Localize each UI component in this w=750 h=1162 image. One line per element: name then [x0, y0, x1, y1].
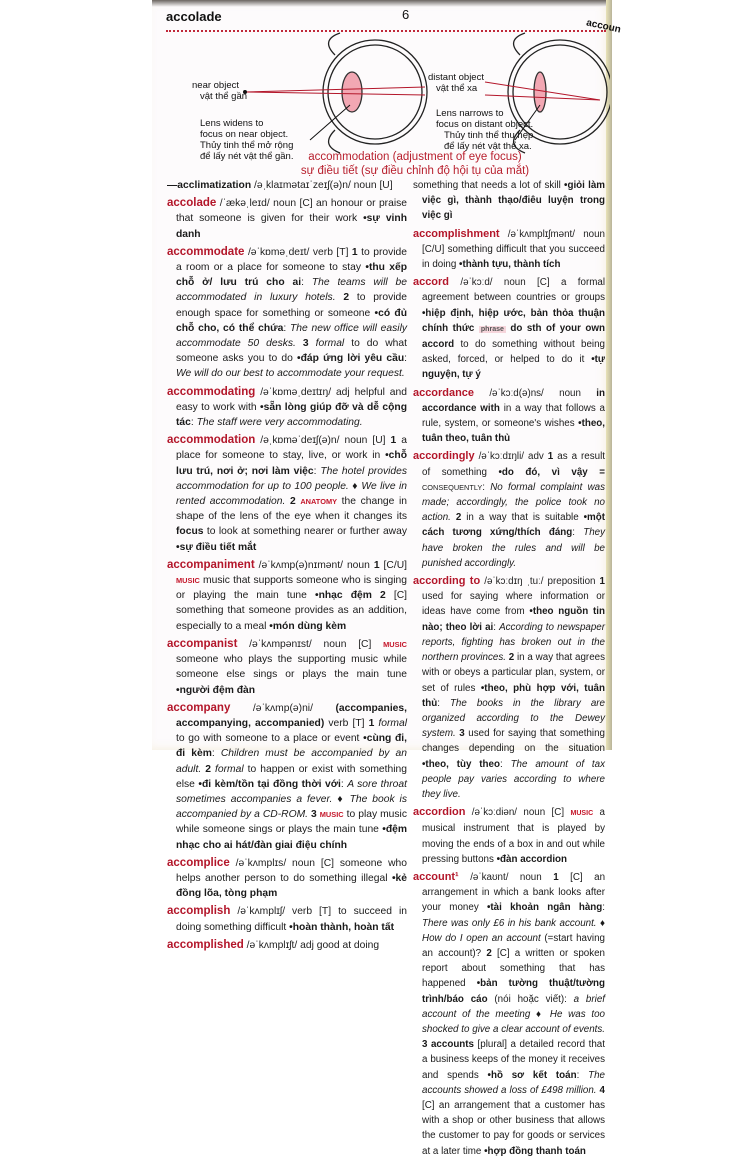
definition-text: an honour or praise that someone is given for their work	[176, 198, 407, 225]
definition-text: to go with someone to a place or event	[176, 733, 364, 745]
pronunciation: /əˈkɔːdɪŋ ˌtuː/ preposition	[480, 576, 600, 588]
vietnamese-translation: •một cách tương xứng/thích đáng	[422, 512, 606, 539]
vietnamese-translation: 1	[373, 559, 384, 571]
dictionary-entry	[413, 275, 605, 382]
vietnamese-translation: 1	[390, 435, 402, 447]
definition-text: :	[602, 902, 605, 914]
dictionary-entry	[413, 805, 605, 867]
vietnamese-translation: •đi kèm/tồn tại đồng thời với	[198, 778, 341, 790]
vietnamese-translation: •sự điều tiết mắt	[176, 541, 257, 553]
definition-text: :	[404, 353, 408, 365]
lens-widens-label: Lens widens to focus on near object. Thủy tinh thể mở rộng để lấy nét vật thể gần.	[200, 118, 294, 162]
headword: account¹	[413, 870, 459, 883]
definition-text: to do something without being asked, forced, or helped to do it	[422, 339, 605, 366]
guide-word-right: accoun	[585, 17, 622, 36]
definition-text: (=start having an account)?	[422, 932, 605, 959]
pointer-line	[310, 105, 350, 140]
synonym-label: CONSEQUENTLY	[422, 482, 483, 492]
dictionary-entry	[167, 558, 407, 634]
definition-text: verb [T]	[324, 717, 369, 729]
distant-object-label: distant object vật thể xa	[428, 72, 484, 94]
subject-label: MUSIC	[319, 810, 344, 820]
definition-text: :	[340, 778, 348, 790]
definition-text: used for saying that something changes depending on the situation	[422, 728, 605, 755]
definition-text: a formal agreement between countries or groups	[422, 277, 606, 304]
definition-text: the change in shape of the lens of the eye when it changes its	[176, 496, 408, 523]
headword: accolade	[167, 197, 217, 210]
headword: accomplishment	[413, 227, 500, 240]
pronunciation: /əˈkaʊnt/ noun	[458, 871, 554, 883]
pronunciation: /əˈkʌmplɪʃ/ verb [T]	[230, 906, 339, 918]
dictionary-entry	[167, 701, 407, 853]
example-text: No formal complaint was made; accordingly, the police took no action.	[422, 481, 605, 524]
headword: accomplice	[167, 856, 230, 869]
pronunciation: /əˈkɔːdiən/ noun [C]	[465, 807, 571, 819]
dictionary-entry	[413, 449, 605, 571]
page-shadow	[152, 0, 612, 7]
vietnamese-translation: •theo nguồn tin nào; theo lời ai	[422, 606, 605, 633]
definition-text: :	[499, 758, 511, 770]
vietnamese-translation: 2	[455, 512, 467, 524]
definition-text: [C] a written or spoken report about something that has happened	[422, 947, 606, 990]
definition-text: :	[493, 621, 500, 633]
example-text: The new office will easily accommodate 50 desks.	[176, 322, 408, 350]
subject-label: ANATOMY	[300, 497, 338, 507]
vietnamese-translation: 2	[486, 947, 498, 959]
headword: accommodate	[167, 245, 245, 258]
vietnamese-translation: 4	[599, 1084, 605, 1096]
vietnamese-translation: 2	[343, 292, 357, 304]
headword: accomplish	[167, 905, 231, 918]
definition-text: [C] something that someone provides as an addition, especially to a meal	[176, 590, 408, 632]
subject-label: MUSIC	[176, 576, 200, 586]
example-text: a brief account of the meeting ♦ He was too shocked to give a clear account of events.	[422, 993, 605, 1035]
headword: accompaniment	[167, 558, 255, 571]
vietnamese-translation: •có đủ chỗ cho, có thể chứa	[176, 307, 408, 334]
vietnamese-translation: 2	[289, 496, 301, 508]
example-text: Children must be accompanied by an adult.	[176, 748, 407, 775]
vietnamese-translation: 1	[599, 576, 605, 588]
vietnamese-translation: •đàn accordion	[496, 853, 568, 865]
vietnamese-translation: focus	[176, 526, 204, 538]
definition-text: [C/U]	[383, 559, 407, 571]
vietnamese-translation: •giỏi làm việc gì, thành thạo/điêu luyện trong việc gì	[422, 180, 605, 222]
definition-text: :	[301, 277, 312, 289]
near-object-label: near object vật thể gần	[192, 80, 248, 102]
headword: accompany	[167, 701, 231, 714]
vietnamese-translation: •hiệp định, hiệp ước, bản thỏa thuận chính thức	[422, 307, 605, 334]
dictionary-entry	[413, 386, 605, 447]
vietnamese-translation: 1	[553, 871, 571, 883]
definition-text: to succeed in doing something difficult	[176, 906, 407, 933]
definition-text: :	[572, 527, 584, 539]
definition-text: :	[283, 322, 290, 334]
definition-text: something that needs a lot of skill	[413, 180, 565, 191]
vietnamese-translation: 2	[205, 763, 216, 775]
example-text: formal	[315, 338, 352, 350]
example-text: We will do our best to accommodate your request.	[176, 368, 405, 380]
near-rays	[245, 87, 425, 95]
example-text: According to newspaper reports, fighting has broken out in the northern provinces.	[422, 621, 606, 664]
near-eye-illustration	[323, 33, 427, 153]
dictionary-entry	[167, 904, 407, 934]
dictionary-entry	[167, 245, 407, 382]
definition-text: something difficult that you succeed in doing	[422, 243, 605, 271]
pronunciation: /əˈkɔːd/ noun [C]	[448, 277, 561, 289]
vietnamese-translation: in accordance with	[422, 387, 605, 414]
definition-text: in a way that agrees with or obeys a particular plan, system, or set of rules	[422, 652, 605, 694]
vietnamese-translation: •người đệm đàn	[176, 684, 256, 696]
headword: accomplished	[167, 938, 244, 951]
definition-text: :	[313, 465, 321, 477]
headword: according to	[413, 575, 481, 588]
pronunciation: /ˈækəˌleɪd/ noun [C]	[216, 198, 317, 210]
definition-text: a musical instrument that is played by moving the ends of a box in and out while pressing buttons	[422, 807, 605, 865]
near-lens	[342, 72, 362, 112]
example-text: The teams will be accommodated in luxury hotels.	[176, 277, 407, 304]
definition-text: [C] an arrangement in which a bank looks after your money	[422, 871, 606, 914]
vietnamese-translation: •tài khoản ngân hàng	[486, 902, 603, 914]
distant-lens	[534, 72, 546, 112]
vietnamese-translation: 3	[311, 809, 320, 821]
vietnamese-translation: •chỗ lưu trú, nơi ở; nơi làm việc	[176, 450, 407, 477]
definition-text: :	[211, 748, 221, 760]
sub-headword: —acclimatization	[167, 180, 252, 191]
subject-label: MUSIC	[570, 810, 594, 818]
definition-text: helpful and easy to work with	[176, 386, 407, 413]
example-text: A sore throat sometimes accompanies a fever. ♦ The book is accompanied by a CD-ROM.	[176, 778, 407, 821]
headword: accordingly	[413, 450, 475, 463]
vietnamese-translation: •nhạc đệm 2	[314, 590, 394, 602]
pronunciation: /əˈkʌmpənɪst/ noun [C]	[237, 638, 384, 650]
pronunciation: /əˈkʌmplɪʃmənt/ noun [C/U]	[422, 228, 605, 255]
headword: accommodating	[167, 385, 256, 398]
dictionary-entry	[413, 574, 605, 802]
vietnamese-translation: •cùng đi, đi kèm	[176, 733, 408, 760]
vietnamese-translation: 3 accounts	[422, 1039, 474, 1051]
example-text: formal	[378, 717, 407, 729]
definition-text: used for saying where information or ideas have come from	[422, 591, 605, 618]
vietnamese-translation: •theo, phù hợp với, tuân thủ	[422, 682, 605, 709]
example-text: The staff were very accommodating.	[196, 417, 363, 429]
left-column	[167, 178, 407, 956]
definition-text: as a result of something	[422, 451, 606, 478]
definition-text: a place for someone to stay, live, or work in	[176, 435, 407, 462]
vietnamese-translation: •đệm nhạc cho ai hát/đàn giai điệu chính	[176, 824, 407, 851]
definition-text: good at doing	[316, 939, 380, 951]
example-text: The amount of tax people pay varies according to where they live.	[422, 758, 606, 800]
phrase-tag: phrase	[480, 325, 504, 333]
vietnamese-translation: •hoàn thành, hoàn tất	[289, 921, 395, 933]
definition-text: someone who helps another person to do something illegal	[176, 857, 407, 884]
pronunciation: /əˌklaɪmətaɪˈzeɪʃ(ə)n/ noun [U]	[251, 180, 393, 191]
vietnamese-translation: •đáp ứng lời yêu cầu	[297, 353, 405, 365]
dictionary-entry	[167, 637, 407, 698]
pronunciation: /əˈkʌmplɪs/ noun [C]	[229, 857, 340, 869]
pronunciation: /əˈkʌmp(ə)nɪmənt/ noun	[254, 559, 374, 571]
lens-narrows-label: Lens narrows to focus on distant object. Thủy tinh thể thu hẹp để lấy nét vật thể xa.	[436, 108, 534, 152]
pronunciation: /əˈkɒməˌdeɪtɪŋ/ adj	[255, 386, 355, 398]
definition-text: someone who plays the supporting music while someone else sings or plays the main tune	[176, 654, 407, 681]
example-text: They have broken the rules and will be punished accordingly.	[422, 527, 605, 569]
definition-text: [plural] a detailed record that a business keeps of the money it receives and spends	[422, 1039, 605, 1081]
vietnamese-translation: •theo, tùy theo	[422, 758, 500, 770]
headword: accompanist	[167, 637, 238, 650]
definition-text: to look at something nearer or further away	[203, 526, 407, 538]
definition-text: in a way that is suitable	[466, 512, 584, 524]
definition-text: :	[437, 697, 450, 709]
vietnamese-translation: •sẵn lòng giúp đỡ và dễ cộng tác	[176, 401, 407, 429]
headword: accordion	[413, 806, 466, 819]
vietnamese-translation: do sth of your own accord	[422, 322, 605, 351]
vietnamese-translation: •hợp đồng thanh toán	[484, 1145, 586, 1157]
pronunciation: /əˈkʌmp(ə)ni/	[230, 702, 336, 714]
dictionary-entry	[413, 178, 605, 224]
vietnamese-translation: 3	[302, 338, 316, 350]
vietnamese-translation: •tự nguyện, tự ý	[422, 354, 605, 381]
headword: accordance	[413, 386, 474, 399]
definition-text: :	[482, 481, 491, 493]
vietnamese-translation: 1	[351, 246, 362, 258]
definition-text: to do what someone asks you to do	[176, 338, 407, 365]
vietnamese-translation: •do đó, vì vậy =	[498, 466, 605, 478]
dictionary-entry	[167, 178, 407, 193]
vietnamese-translation: •hồ sơ kết toán	[487, 1069, 577, 1081]
example-text: The hotel provides accommodation for up to 100 people. ♦ We live in rented accommodation.	[176, 465, 407, 508]
vietnamese-translation: •theo, tuân theo, tuân thủ	[422, 418, 605, 445]
pronunciation: /əˈkɔːd(ə)ns/ noun	[473, 387, 597, 399]
subject-label: MUSIC	[383, 639, 407, 649]
definition-text: to provide a room or a place for someone to stay	[176, 246, 407, 274]
definition-text: [C] an arrangement that a customer has with a shop or other business that allows the customer to pay for goods or services at a later time	[422, 1099, 605, 1157]
definition-text: (nói hoặc viết):	[487, 993, 574, 1005]
pronunciation: /əˈkɔːdɪŋli/ adv	[474, 451, 548, 463]
figure-caption: accommodation (adjustment of eye focus)	[308, 151, 522, 163]
vietnamese-translation: •kẻ đồng lõa, tòng phạm	[176, 872, 407, 900]
vietnamese-translation: •bản tường thuật/tường trình/báo cáo	[422, 978, 605, 1005]
vietnamese-translation: •sự vinh danh	[176, 213, 407, 240]
example-text: formal	[215, 763, 244, 775]
guide-word-left: accolade	[166, 9, 222, 24]
definition-text: to play music while someone sings or plays the main tune	[176, 809, 407, 836]
dictionary-entry	[413, 227, 605, 273]
vietnamese-translation: 1	[547, 451, 558, 463]
vietnamese-translation: •thu xếp chỗ ở/ lưu trú cho ai	[176, 262, 408, 289]
dictionary-entry	[167, 856, 407, 902]
dictionary-entry	[167, 938, 407, 953]
definition-text: music that supports someone who is singing or playing the main tune	[176, 575, 407, 602]
pronunciation: /əˈkɒməˌdeɪt/ verb [T]	[244, 246, 352, 258]
dictionary-entry	[167, 196, 407, 242]
pronunciation: /əˌkɒməˈdeɪʃ(ə)n/ noun [U]	[255, 435, 391, 447]
page-number: 6	[402, 7, 410, 22]
vietnamese-translation: •món dùng kèm	[269, 620, 347, 632]
vietnamese-translation: •thành tựu, thành tích	[459, 259, 561, 271]
example-text: There was only £6 in his bank account. ♦ How do I open an account	[422, 917, 605, 944]
headword: accord	[413, 276, 449, 289]
definition-text: :	[190, 417, 197, 429]
dictionary-entry	[413, 870, 605, 1159]
definition-text: :	[576, 1069, 589, 1081]
dictionary-entry	[167, 433, 407, 555]
right-column	[413, 178, 605, 1162]
dictionary-entry	[167, 385, 407, 431]
definition-text: in a way that follows a rule, system, or someone's wishes	[422, 402, 605, 430]
headword: accommodation	[167, 434, 256, 447]
figure-caption-vi: sự điều tiết (sự điều chỉnh độ hội tụ của mắt)	[300, 165, 530, 177]
vietnamese-translation: 1	[368, 717, 379, 729]
definition-text: to happen or exist with something else	[176, 763, 407, 790]
vietnamese-translation: (accompanies, accompanying, accompanied)	[176, 702, 407, 729]
example-text: The accounts showed a loss of £498 million.	[422, 1069, 605, 1096]
definition-text: to provide enough space for something or someone	[176, 292, 407, 319]
example-text: The books in the library are organized according to the Dewey system.	[422, 697, 605, 740]
pronunciation: /əˈkʌmplɪʃt/ adj	[243, 939, 317, 951]
vietnamese-translation: 3	[459, 728, 469, 740]
vietnamese-translation: 2	[508, 652, 517, 664]
